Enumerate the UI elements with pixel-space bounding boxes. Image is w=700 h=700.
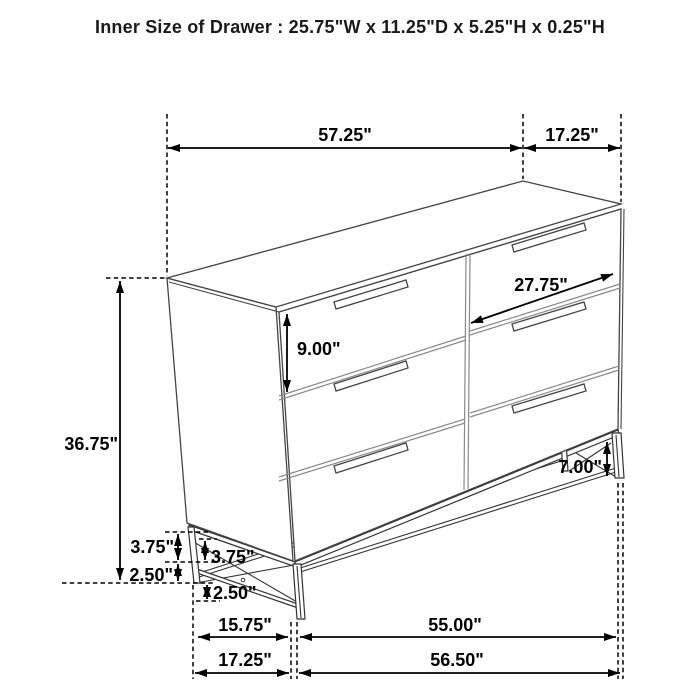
dim-base-upper-inner-label: 3.75" [211, 547, 255, 567]
dim-base-upper-outer-label: 3.75" [130, 537, 174, 557]
dim-bottom-depth [195, 650, 289, 673]
dim-base-lower-inner [207, 583, 257, 603]
dim-top-depth-label: 17.25" [545, 125, 599, 145]
page-title: Inner Size of Drawer : 25.75"W x 11.25"D x 5.25"H x 0.25"H [95, 17, 605, 37]
dim-base-upper-outer [130, 534, 178, 560]
dim-top-depth [524, 125, 620, 148]
dim-drawer-width-label: 27.75" [514, 275, 568, 295]
dim-top-width [168, 125, 522, 148]
dim-base-clearance-label: 7.00" [558, 457, 602, 477]
back-left-leg [188, 527, 200, 583]
dim-base-lower-outer [129, 564, 178, 585]
right-corner-edge [621, 209, 624, 429]
dim-base-lower-inner-label: 2.50" [213, 583, 257, 603]
dim-overall-height-label: 36.75" [64, 434, 118, 454]
dim-base-front-span-label: 55.00" [428, 615, 482, 635]
dim-base-side-span [198, 615, 288, 637]
dim-bottom-width-label: 56.50" [430, 650, 484, 670]
dim-overall-height [64, 281, 120, 580]
bolt-detail [241, 578, 245, 582]
left-side-panel [167, 278, 293, 561]
dim-drawer-height-label: 9.00" [297, 339, 341, 359]
dim-top-width-label: 57.25" [318, 125, 372, 145]
dim-base-front-span [300, 615, 616, 637]
dim-base-side-span-label: 15.75" [218, 615, 272, 635]
dim-bottom-depth-label: 17.25" [218, 650, 272, 670]
dim-base-lower-outer-label: 2.50" [129, 565, 173, 585]
dim-bottom-width [299, 650, 620, 673]
